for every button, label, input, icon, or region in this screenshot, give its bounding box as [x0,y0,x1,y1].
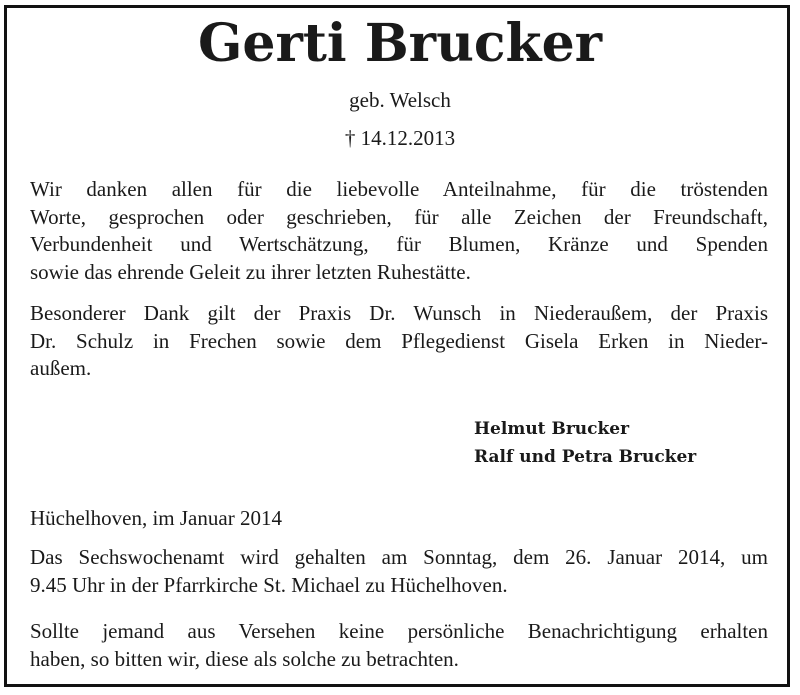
signer-name: Ralf und Petra Brucker [474,447,697,467]
thanks-line: Worte, gesprochen oder geschrieben, für alle Zeichen der Freundschaft, [30,204,768,229]
thanks-line: Wir danken allen für die liebevolle Anteilnahme, für die tröstenden [30,177,768,201]
special-thanks-line: Dr. Schulz in Frechen sowie dem Pflegedienst Gisela Erken in Nieder- [30,328,768,353]
thanks-paragraph [30,176,768,286]
thanks-line: sowie das ehrende Geleit zu ihrer letzten Ruhestätte. [30,259,471,284]
notification-line: Sollte jemand aus Versehen keine persönliche Benachrichtigung erhalten [30,619,768,643]
signer-name: Helmut Brucker [474,419,630,439]
birth-name: geb. Welsch [349,88,451,112]
special-thanks-paragraph [30,300,768,383]
mass-paragraph [30,544,768,599]
notification-line: haben, so bitten wir, diese als solche zu betrachten. [30,646,459,671]
signers-block [474,415,696,471]
deceased-name: Gerti Brucker [197,13,603,74]
thanks-line: Verbundenheit und Wertschätzung, für Blumen, Kränze und Spenden [30,232,768,256]
death-date: † 14.12.2013 [344,126,456,150]
mass-line: 9.45 Uhr in der Pfarrkirche St. Michael zu Hüchelhoven. [30,572,508,597]
place-date: Hüchelhoven, im Januar 2014 [30,506,282,530]
special-thanks-line: außem. [30,356,92,380]
notification-paragraph [30,618,768,673]
special-thanks-line: Besonderer Dank gilt der Praxis Dr. Wunsch in Niederaußem, der Praxis [30,301,768,325]
mass-line: Das Sechswochenamt wird gehalten am Sonntag, dem 26. Januar 2014, um [30,545,768,569]
